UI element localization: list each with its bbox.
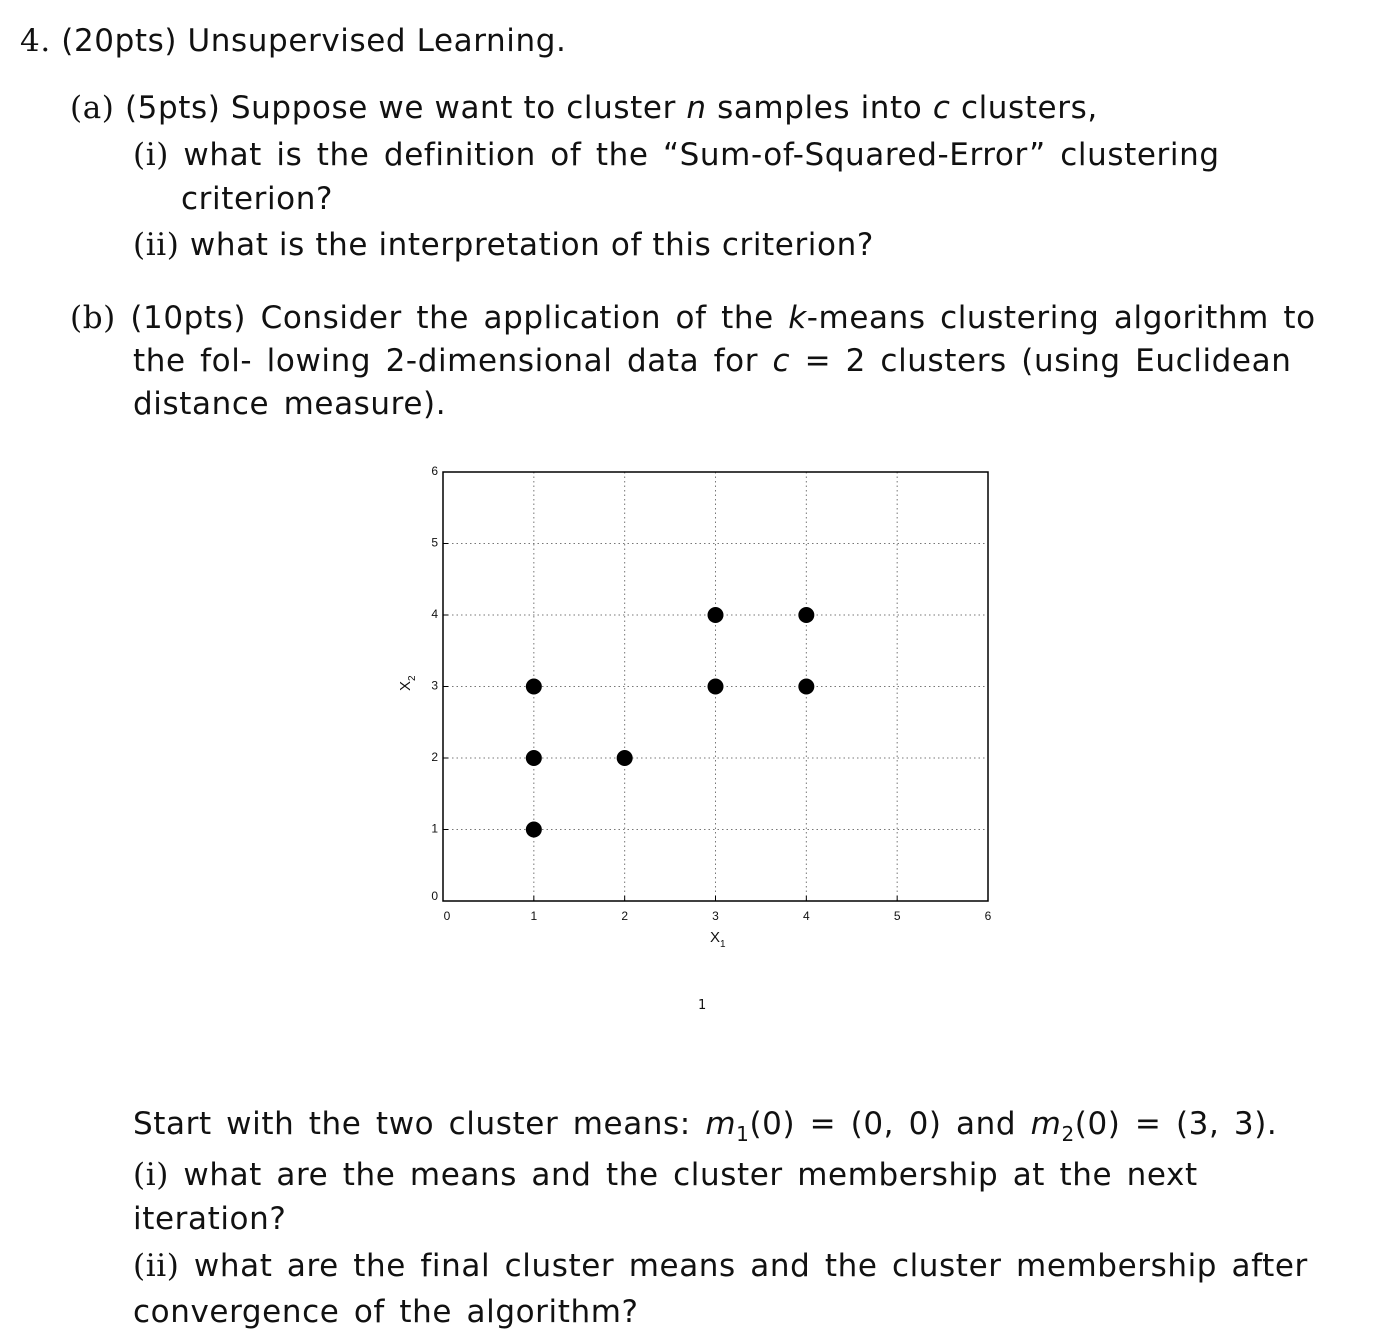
part-b-line1 bbox=[70, 298, 1316, 338]
start-text: Start with the two cluster means: bbox=[133, 1106, 706, 1142]
data-point bbox=[617, 750, 633, 766]
part-b-text-1a: (10pts) Consider the application of the bbox=[130, 300, 789, 336]
part-a-ii-label: (ii) bbox=[133, 227, 180, 263]
part-a-text: (5pts) Suppose we want to cluster bbox=[124, 90, 687, 126]
var-n: n bbox=[686, 90, 707, 126]
part-b-i-cont bbox=[133, 1199, 286, 1239]
x-axis-label-sub: 1 bbox=[720, 939, 726, 950]
y-tick-label: 4 bbox=[431, 607, 438, 622]
y-tick-label: 6 bbox=[431, 464, 438, 479]
data-point bbox=[798, 679, 814, 695]
part-b-i bbox=[133, 1155, 1198, 1195]
part-b-text-2a: the fol- lowing 2-dimensional data for bbox=[133, 343, 773, 379]
data-point bbox=[708, 679, 724, 695]
part-b-text-2b: = 2 clusters (using Euclidean bbox=[790, 343, 1292, 379]
part-a-intro bbox=[70, 88, 1098, 128]
part-a-ii-text: what is the interpretation of this criterion? bbox=[189, 227, 874, 263]
data-point bbox=[526, 750, 542, 766]
part-b-i-text-2: iteration? bbox=[133, 1201, 287, 1237]
var-c-b: c bbox=[772, 343, 791, 379]
y-axis-label-main: X bbox=[397, 680, 414, 691]
y-tick-label: 0 bbox=[431, 889, 438, 904]
part-b-label: (b) bbox=[70, 300, 116, 336]
x-tick-label: 6 bbox=[984, 909, 992, 923]
part-b-line3 bbox=[133, 384, 446, 424]
part-a-i-text: what is the definition of the “Sum-of-Squared-Error” clustering bbox=[183, 137, 1220, 173]
y-tick-label: 5 bbox=[431, 535, 438, 550]
x-tick-label: 2 bbox=[621, 909, 629, 923]
m1-subscript: 1 bbox=[736, 1122, 750, 1147]
m1-symbol: m bbox=[705, 1106, 737, 1142]
m2-value: (0) = (3, 3). bbox=[1074, 1106, 1278, 1142]
scatter-plot bbox=[380, 455, 1020, 975]
part-b-text-1b: -means clustering algorithm to bbox=[806, 300, 1316, 336]
x-axis-label bbox=[710, 929, 726, 950]
question-number: 4. bbox=[20, 23, 51, 59]
data-point bbox=[526, 679, 542, 695]
x-tick-label: 4 bbox=[802, 909, 810, 923]
part-b-ii-text-2: convergence of the algorithm? bbox=[133, 1294, 639, 1330]
part-b-text-3: distance measure). bbox=[133, 386, 447, 422]
data-point bbox=[708, 607, 724, 623]
part-a-label: (a) bbox=[70, 90, 115, 126]
part-a-i-cont bbox=[181, 179, 333, 219]
m2-symbol: m bbox=[1030, 1106, 1062, 1142]
m1-value: (0) = (0, 0) and bbox=[749, 1106, 1031, 1142]
m2-subscript: 2 bbox=[1061, 1122, 1075, 1147]
x-tick-label: 3 bbox=[712, 909, 719, 923]
part-a-i bbox=[133, 135, 1220, 175]
data-point bbox=[526, 822, 542, 838]
part-b-ii-label: (ii) bbox=[133, 1248, 180, 1284]
part-b-i-text: what are the means and the cluster membership at the next bbox=[183, 1157, 1198, 1193]
part-a-text-3: clusters, bbox=[950, 90, 1098, 126]
x-tick-label: 5 bbox=[893, 909, 901, 923]
part-b-ii-cont bbox=[133, 1292, 639, 1332]
question-title: (20pts) Unsupervised Learning. bbox=[61, 23, 567, 59]
y-tick-label: 1 bbox=[431, 821, 438, 836]
question-header bbox=[20, 21, 567, 61]
x-tick-label: 0 bbox=[443, 909, 451, 923]
part-b-i-label: (i) bbox=[133, 1157, 169, 1193]
part-a-text-2: samples into bbox=[706, 90, 933, 126]
part-b-line2 bbox=[133, 341, 1291, 381]
x-axis-label-main: X bbox=[710, 929, 721, 946]
y-tick-label: 2 bbox=[431, 750, 438, 765]
x-tick-label: 1 bbox=[530, 909, 538, 923]
var-c: c bbox=[932, 90, 951, 126]
page-number: 1 bbox=[698, 998, 707, 1013]
data-points bbox=[526, 607, 815, 838]
y-axis-label-sub: 2 bbox=[407, 675, 418, 681]
y-tick-label: 3 bbox=[431, 678, 438, 693]
data-point bbox=[798, 607, 814, 623]
part-b-ii bbox=[133, 1246, 1308, 1286]
part-a-i-label: (i) bbox=[133, 137, 169, 173]
part-a-ii bbox=[133, 225, 874, 265]
var-k: k bbox=[788, 300, 807, 336]
y-axis-label bbox=[397, 675, 418, 691]
part-a-i-text-2: criterion? bbox=[181, 181, 334, 217]
axis-ticks bbox=[431, 464, 991, 923]
part-b-ii-text: what are the final cluster means and the cluster membership after bbox=[193, 1248, 1308, 1284]
part-b-start bbox=[133, 1104, 1277, 1154]
